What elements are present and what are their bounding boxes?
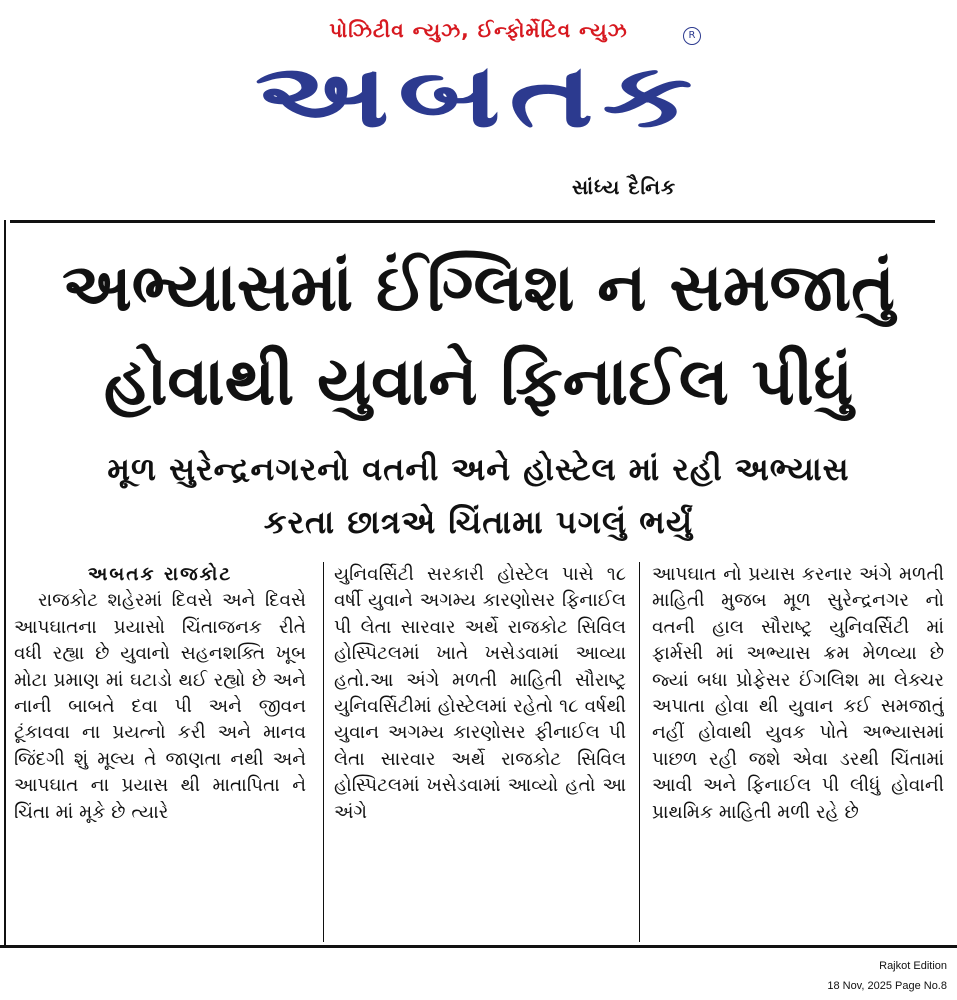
article-column-1 xyxy=(14,562,306,942)
column-3-text: આપઘાત નો પ્રયાસ કરનાર અંગે મળતી માહિતી મુજબ મૂળ સુરેન્દ્રનગર નો વતની હાલ સૌરાષ્ટ્ર યુનિવર્સિટી માં ફાર્મસી માં અભ્યાસ ક્રમ મેળવ્યા છે જ્યાં બધા પ્રોફેસર ઈંગલિશ મા લેક્ચર અપાતા હોવા થી યુવાન કઈ સમજાતું નહીં હોવાથી યુવક પોતે અભ્યાસમાં પાછળ રહી જશે એવા ડરથી ચિંતામાં આવી અને ફિનાઈલ પી લીધું હોવાની પ્રાથમિક માહિતી મળી રહે છે xyxy=(652,564,944,823)
subheadline-line-2: કરતા છાત્રએ ચિંતામા પગલું ભર્યું xyxy=(263,503,694,541)
bottom-rule xyxy=(0,945,957,948)
headline-line-1: અભ્યાસમાં ઈંગ્લિશ ન સમજાતું xyxy=(62,249,895,326)
column-1-text: રાજકોટ શહેરમાં દિવસે અને દિવસે આપઘાતના પ્રયાસો ચિંતાજનક રીતે વધી રહ્યા છે યુવાનો સહનશક્તિ ખૂબ મોટા પ્રમાણ માં ઘટાડો થઈ રહ્યો છે અને નાની બાબતે દવા પી અને જીવન ટૂંકાવવા ના પ્રયત્નો કરી અને માનવ જિંદગી શું મૂલ્ય તે જાણતા નથી અને આપઘાત ના પ્રયાસ થી માતાપિતા ને ચિંતા માં મૂકે છે ત્યારે xyxy=(14,590,306,823)
column-divider-1 xyxy=(323,562,324,942)
masthead-subtitle: સાંધ્ય દૈનિક xyxy=(572,175,677,199)
masthead xyxy=(0,0,957,212)
byline: અબતક રાજકોટ xyxy=(87,564,233,585)
masthead-tagline: પોઝિટીવ ન્યુઝ, ઈન્ફોર્મેટિવ ન્યુઝ xyxy=(329,18,628,42)
left-vertical-rule xyxy=(4,220,6,945)
newspaper-logo: અબતક xyxy=(254,44,702,147)
footer-date-page: 18 Nov, 2025 Page No.8 xyxy=(827,980,947,992)
footer-edition: Rajkot Edition xyxy=(879,960,947,972)
article-column-2 xyxy=(334,562,626,942)
column-divider-2 xyxy=(639,562,640,942)
article-column-3 xyxy=(652,562,944,942)
subheadline-line-1: મૂળ સુરેન્દ્રનગરનો વતની અને હોસ્ટેલ માં રહી અભ્યાસ xyxy=(107,450,850,488)
registered-mark-icon: R xyxy=(683,27,701,45)
top-rule xyxy=(10,220,935,223)
column-2-text: યુનિવર્સિટી સરકારી હોસ્ટેલ પાસે ૧૮ વર્ષી યુવાને અગમ્ય કારણોસર ફિનાઈલ પી લેતા સારવાર અર્થે રાજકોટ સિવિલ હોસ્પિટલમાં ખાતે ખસેડવામાં આવ્યા હતો.આ અંગે મળતી માહિતી સૌરાષ્ટ્ર યુનિવર્સિટીમાં હોસ્ટેલમાં રહેતો ૧૮ વર્ષથી યુવાન અગમ્ય કારણોસર ફીનાઈલ પી લેતા સારવાર અર્થે રાજકોટ સિવિલ હોસ્પિટલમાં ખસેડવામાં આવ્યો હતો આ અંગે xyxy=(334,564,626,823)
headline-line-2: હોવાથી યુવાને ફિનાઈલ પીધું xyxy=(103,343,854,420)
